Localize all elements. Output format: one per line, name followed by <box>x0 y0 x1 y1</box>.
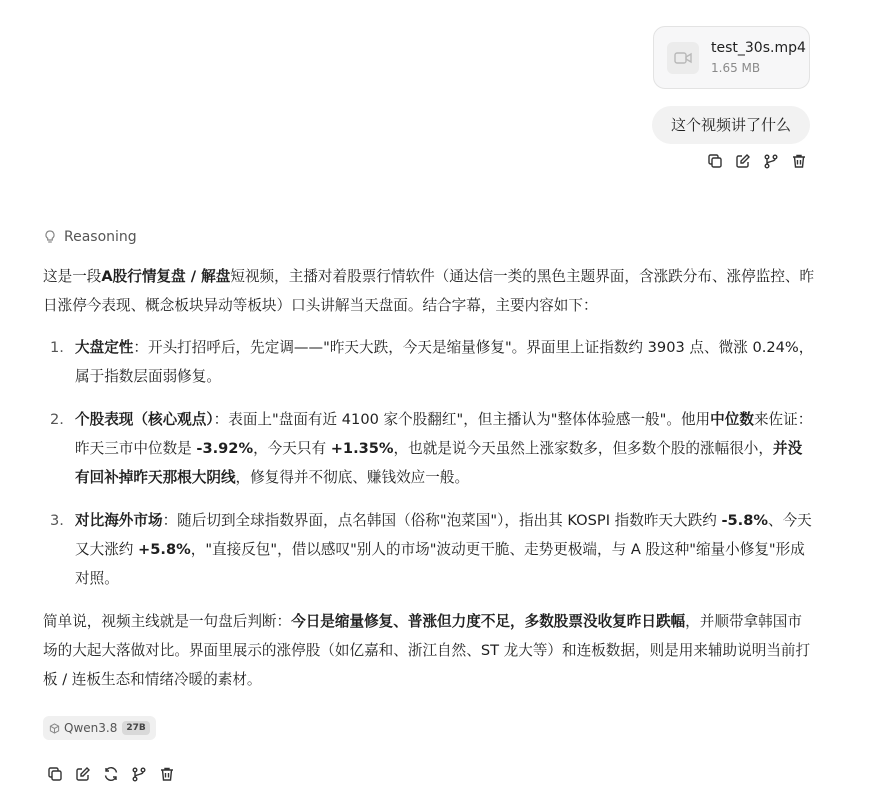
video-icon <box>667 42 699 74</box>
attachment-card[interactable] <box>653 26 810 89</box>
model-tag: 27B <box>122 721 149 735</box>
rich-text-bold: 个股表现（核心观点） <box>75 411 214 428</box>
delete-icon[interactable] <box>158 765 176 783</box>
rich-text-span: ，"直接反包"，借以感叹"别人的市场"波动更干脆、走势更极端，与 A 股这种"缩量小修复"形成对照。 <box>75 541 805 587</box>
attachment-size: 1.65 MB <box>711 61 761 75</box>
cube-icon <box>49 723 60 734</box>
key-points-list <box>43 333 815 593</box>
user-message: 这个视频讲了什么 <box>652 106 810 144</box>
rich-text-span: ，也就是说今天虽然上涨家数多，但多数个股的涨幅很小， <box>393 440 773 457</box>
list-number: 3. <box>50 512 64 529</box>
branch-icon[interactable] <box>130 765 148 783</box>
user-message-actions <box>706 152 818 170</box>
rich-text-bold: 对比海外市场 <box>75 512 163 529</box>
rich-text-span: ：随后切到全球指数界面，点名韩国（俗称"泡菜国"），指出其 KOSPI 指数昨天大跌约 <box>162 512 722 529</box>
rich-text-span: ，修复得并不彻底、赚钱效应一般。 <box>235 469 470 486</box>
lightbulb-icon <box>44 230 56 244</box>
model-badge <box>43 716 156 740</box>
rich-text-span: 来佐证：昨天三市中位数是 <box>75 411 813 457</box>
rich-text-bold: A股行情复盘 / 解盘 <box>101 268 231 285</box>
model-name: Qwen3.8 <box>64 721 118 735</box>
list-item <box>43 405 815 492</box>
rich-text-span: ：开头打招呼后，先定调——"昨天大跌，今天是缩量修复"。界面里上证指数约 3903 点、微涨 0.24%，属于指数层面弱修复。 <box>75 339 814 385</box>
rich-text-span: ，并顺带拿韩国市场的大起大落做对比。界面里展示的涨停股（如亿嘉和、浙江自然、ST 龙大等）和连板数据，则是用来辅助说明当前打板 / 连板生态和情绪冷暖的素材。 <box>43 613 811 688</box>
list-item <box>43 506 815 593</box>
copy-icon[interactable] <box>706 152 724 170</box>
edit-icon[interactable] <box>74 765 92 783</box>
reasoning-toggle[interactable] <box>44 229 137 245</box>
assistant-response <box>43 262 815 694</box>
list-number: 2. <box>50 411 64 428</box>
reasoning-label: Reasoning <box>64 229 137 245</box>
rich-text-bold: 大盘定性 <box>75 339 134 356</box>
delete-icon[interactable] <box>790 152 808 170</box>
attachment-name: test_30s.mp4 <box>711 40 806 56</box>
edit-icon[interactable] <box>734 152 752 170</box>
summary-paragraph <box>43 607 815 694</box>
assistant-message-actions <box>46 765 186 783</box>
list-number: 1. <box>50 339 64 356</box>
rich-text-span: 这是一段 <box>43 268 102 285</box>
rich-text-span: 简单说，视频主线就是一句盘后判断： <box>43 613 292 630</box>
rich-text-bold: -3.92% <box>196 440 254 457</box>
list-item <box>43 333 815 391</box>
rich-text-span: 、今天又大涨约 <box>75 512 812 558</box>
rich-text-span: ，今天只有 <box>253 440 331 457</box>
intro-paragraph <box>43 262 815 320</box>
rich-text-span: 短视频，主播对着股票行情软件（通达信一类的黑色主题界面，含涨跌分布、涨停监控、昨日涨停今表现、概念板块异动等板块）口头讲解当天盘面。结合字幕，主要内容如下： <box>43 268 815 314</box>
rich-text-bold: -5.8% <box>721 512 768 529</box>
rich-text-bold: 并没有回补掉昨天那根大阴线 <box>75 440 803 486</box>
rich-text-bold: 中位数 <box>710 411 754 428</box>
regenerate-icon[interactable] <box>102 765 120 783</box>
rich-text-bold: 今日是缩量修复、普涨但力度不足，多数股票没收复昨日跌幅 <box>291 613 686 630</box>
rich-text-bold: +5.8% <box>138 541 191 558</box>
branch-icon[interactable] <box>762 152 780 170</box>
rich-text-bold: +1.35% <box>330 440 394 457</box>
copy-icon[interactable] <box>46 765 64 783</box>
rich-text-span: ：表面上"盘面有近 4100 家个股翻红"，但主播认为"整体体验感一般"。他用 <box>213 411 711 428</box>
